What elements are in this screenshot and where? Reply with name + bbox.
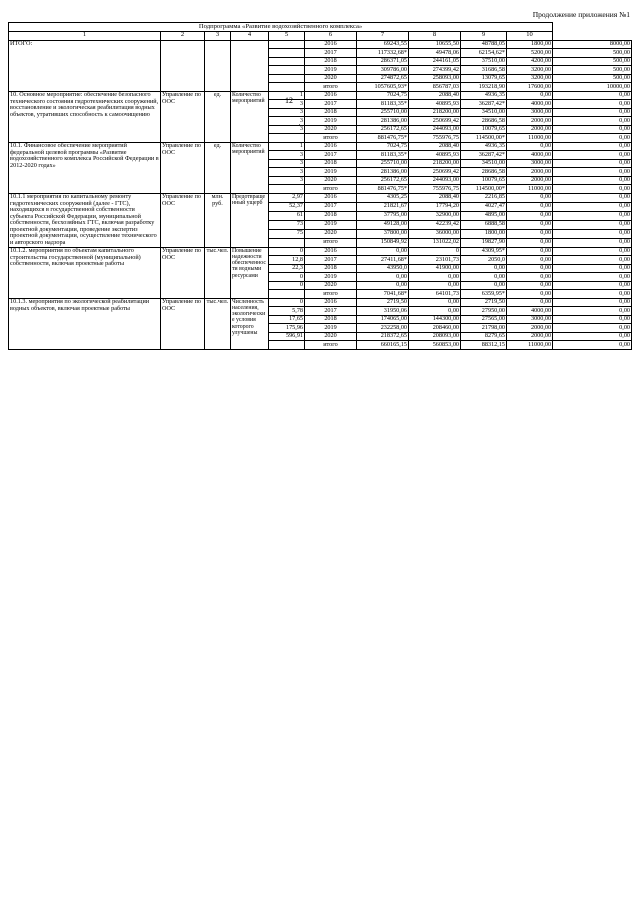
year-label: итого bbox=[305, 134, 357, 143]
total-funding: 117332,68* bbox=[357, 49, 409, 58]
extrabudget: 0,00 bbox=[553, 211, 632, 220]
local-budget: 0,00 bbox=[507, 281, 553, 290]
table-row bbox=[9, 193, 632, 202]
extrabudget: 0,00 bbox=[553, 134, 632, 143]
regional-budget: 62154,62* bbox=[461, 49, 507, 58]
extrabudget: 10000,00 bbox=[553, 83, 632, 92]
column-header-7: 7 bbox=[357, 31, 409, 40]
extrabudget: 0,00 bbox=[553, 100, 632, 109]
column-header-6: 6 bbox=[305, 31, 357, 40]
table-row bbox=[9, 247, 632, 256]
total-funding: 81183,35* bbox=[357, 100, 409, 109]
regional-budget: 0,00 bbox=[461, 273, 507, 282]
plan-value bbox=[269, 185, 305, 194]
table-row bbox=[9, 40, 632, 49]
federal-budget: 244161,05 bbox=[409, 57, 461, 66]
local-budget: 0,00 bbox=[507, 202, 553, 211]
year-label: 2020 bbox=[305, 125, 357, 134]
regional-budget: 34510,00 bbox=[461, 108, 507, 117]
measure-name: 10. Основное мероприятие: обеспечение безопасного технического состояния гидротехнических сооружений, восстановление и экологическая реабилитация водных объектов, утративших способность к самоочищению bbox=[9, 91, 161, 142]
local-budget: 0,00 bbox=[507, 298, 553, 307]
extrabudget: 0,00 bbox=[553, 290, 632, 299]
total-funding: 43950,0 bbox=[357, 264, 409, 273]
unit bbox=[205, 40, 231, 91]
year-label: 2020 bbox=[305, 229, 357, 238]
year-label: 2020 bbox=[305, 74, 357, 83]
local-budget: 0,00 bbox=[507, 238, 553, 247]
federal-budget: 244093,00 bbox=[409, 176, 461, 185]
total-funding: 1057605,93* bbox=[357, 83, 409, 92]
year-label: 2017 bbox=[305, 202, 357, 211]
year-label: 2019 bbox=[305, 273, 357, 282]
extrabudget: 0,00 bbox=[553, 332, 632, 341]
column-header-2: 2 bbox=[161, 31, 205, 40]
regional-budget: 4895,00 bbox=[461, 211, 507, 220]
total-funding: 4305,25 bbox=[357, 193, 409, 202]
plan-value: 17,65 bbox=[269, 315, 305, 324]
column-header-1: 1 bbox=[9, 31, 161, 40]
plan-value: 0 bbox=[269, 281, 305, 290]
total-funding: 37795,00 bbox=[357, 211, 409, 220]
total-funding: 37800,00 bbox=[357, 229, 409, 238]
local-budget: 3000,00 bbox=[507, 108, 553, 117]
local-budget: 0,00 bbox=[507, 211, 553, 220]
local-budget: 0,00 bbox=[507, 264, 553, 273]
total-funding: 218372,65 bbox=[357, 332, 409, 341]
regional-budget: 10079,65 bbox=[461, 125, 507, 134]
federal-budget: 64101,73 bbox=[409, 290, 461, 299]
year-label: 2020 bbox=[305, 281, 357, 290]
executor bbox=[161, 40, 205, 91]
plan-value: 3 bbox=[269, 159, 305, 168]
year-label: 2019 bbox=[305, 168, 357, 177]
regional-budget: 28686,58 bbox=[461, 168, 507, 177]
section-title: Подпрограмма «Развитие водохозяйственного комплекса» bbox=[9, 23, 553, 32]
executor: Управление по ООС bbox=[161, 91, 205, 142]
local-budget: 3200,00 bbox=[507, 74, 553, 83]
year-label: 2016 bbox=[305, 91, 357, 100]
regional-budget: 4936,35 bbox=[461, 142, 507, 151]
local-budget: 0,00 bbox=[507, 91, 553, 100]
federal-budget: 274399,42 bbox=[409, 66, 461, 75]
year-label: 2017 bbox=[305, 256, 357, 265]
regional-budget: 36287,42* bbox=[461, 100, 507, 109]
plan-value: 3 bbox=[269, 125, 305, 134]
regional-budget: 4027,47 bbox=[461, 202, 507, 211]
plan-value: 3 bbox=[269, 100, 305, 109]
executor: Управление по ООС bbox=[161, 142, 205, 193]
local-budget: 0,00 bbox=[507, 256, 553, 265]
federal-budget: 560853,00 bbox=[409, 341, 461, 350]
extrabudget: 0,00 bbox=[553, 315, 632, 324]
plan-value: 1 bbox=[269, 91, 305, 100]
federal-budget: 23101,73 bbox=[409, 256, 461, 265]
total-funding: 255710,00 bbox=[357, 159, 409, 168]
extrabudget: 0,00 bbox=[553, 341, 632, 350]
local-budget: 5200,00 bbox=[507, 49, 553, 58]
plan-value: 3 bbox=[269, 117, 305, 126]
regional-budget: 27565,00 bbox=[461, 315, 507, 324]
federal-budget: 0,00 bbox=[409, 273, 461, 282]
indicator: Предотвращенный ущерб bbox=[231, 193, 269, 247]
federal-budget: 250699,42 bbox=[409, 117, 461, 126]
table-body bbox=[9, 23, 632, 350]
total-funding: 0,00 bbox=[357, 247, 409, 256]
federal-budget: 0,00 bbox=[409, 281, 461, 290]
extrabudget: 500,00 bbox=[553, 74, 632, 83]
plan-value: 3 bbox=[269, 168, 305, 177]
federal-budget: 0,00 bbox=[409, 298, 461, 307]
federal-budget: 755976,75 bbox=[409, 185, 461, 194]
executor: Управление по ООС bbox=[161, 298, 205, 349]
local-budget: 4000,00 bbox=[507, 307, 553, 316]
year-label: 2017 bbox=[305, 49, 357, 58]
total-funding: 150849,92 bbox=[357, 238, 409, 247]
year-label: итого bbox=[305, 238, 357, 247]
year-label: 2018 bbox=[305, 264, 357, 273]
extrabudget: 500,00 bbox=[553, 49, 632, 58]
local-budget: 3000,00 bbox=[507, 315, 553, 324]
total-funding: 174065,00 bbox=[357, 315, 409, 324]
indicator: Численность населения, экологические условия которого улучшены bbox=[231, 298, 269, 349]
measure-name: 10.1.3. мероприятия по экологической реабилитации водных объектов, включая проектные работы bbox=[9, 298, 161, 349]
year-label: итого bbox=[305, 185, 357, 194]
plan-value: 12,8 bbox=[269, 256, 305, 265]
regional-budget: 10079,65 bbox=[461, 176, 507, 185]
federal-budget: 40895,93 bbox=[409, 151, 461, 160]
table-row bbox=[9, 298, 632, 307]
local-budget: 17600,00 bbox=[507, 83, 553, 92]
total-funding: 0,00 bbox=[357, 273, 409, 282]
plan-value bbox=[269, 74, 305, 83]
regional-budget: 193218,90 bbox=[461, 83, 507, 92]
local-budget: 11000,00 bbox=[507, 341, 553, 350]
federal-budget: 131022,02 bbox=[409, 238, 461, 247]
measure-name: 10.1.2. мероприятия по объектам капитального строительства государственной (муниципальной) собственности, включая проектные работы bbox=[9, 247, 161, 298]
year-label: 2017 bbox=[305, 151, 357, 160]
total-funding: 256172,65 bbox=[357, 176, 409, 185]
plan-value: 3 bbox=[269, 151, 305, 160]
extrabudget: 0,00 bbox=[553, 91, 632, 100]
total-funding: 256172,65 bbox=[357, 125, 409, 134]
extrabudget: 0,00 bbox=[553, 125, 632, 134]
extrabudget: 500,00 bbox=[553, 66, 632, 75]
year-label: 2016 bbox=[305, 298, 357, 307]
local-budget: 0,00 bbox=[507, 193, 553, 202]
extrabudget: 8000,00 bbox=[553, 40, 632, 49]
year-label: 2016 bbox=[305, 193, 357, 202]
extrabudget: 0,00 bbox=[553, 238, 632, 247]
extrabudget: 0,00 bbox=[553, 168, 632, 177]
federal-budget: 2088,40 bbox=[409, 193, 461, 202]
total-funding: 281386,00 bbox=[357, 168, 409, 177]
total-funding: 69243,55 bbox=[357, 40, 409, 49]
column-header-4: 4 bbox=[231, 31, 269, 40]
plan-value bbox=[269, 49, 305, 58]
indicator: Повышение надежности обеспеченности водными ресурсами bbox=[231, 247, 269, 298]
regional-budget: 4936,35 bbox=[461, 91, 507, 100]
local-budget: 1800,00 bbox=[507, 40, 553, 49]
total-funding: 31950,06 bbox=[357, 307, 409, 316]
table-row bbox=[9, 91, 632, 100]
plan-value: 61 bbox=[269, 211, 305, 220]
local-budget: 11000,00 bbox=[507, 185, 553, 194]
year-label: 2018 bbox=[305, 315, 357, 324]
regional-budget: 21798,00 bbox=[461, 324, 507, 333]
measure-name: ИТОГО: bbox=[9, 40, 161, 91]
year-label: итого bbox=[305, 341, 357, 350]
regional-budget: 6359,95* bbox=[461, 290, 507, 299]
local-budget: 3200,00 bbox=[507, 66, 553, 75]
local-budget: 0,00 bbox=[507, 247, 553, 256]
year-label: 2016 bbox=[305, 247, 357, 256]
plan-value: 2,97 bbox=[269, 193, 305, 202]
plan-value: 3 bbox=[269, 176, 305, 185]
regional-budget: 0,00 bbox=[461, 281, 507, 290]
regional-budget: 88312,15 bbox=[461, 341, 507, 350]
plan-value: 73 bbox=[269, 220, 305, 229]
plan-value bbox=[269, 290, 305, 299]
regional-budget: 2719,50 bbox=[461, 298, 507, 307]
local-budget: 4000,00 bbox=[507, 151, 553, 160]
regional-budget: 34510,00 bbox=[461, 159, 507, 168]
extrabudget: 0,00 bbox=[553, 229, 632, 238]
local-budget: 2000,00 bbox=[507, 324, 553, 333]
year-label: 2017 bbox=[305, 307, 357, 316]
unit: тыс.чел. bbox=[205, 247, 231, 298]
local-budget: 0,00 bbox=[507, 273, 553, 282]
total-funding: 660165,15 bbox=[357, 341, 409, 350]
regional-budget: 114500,00* bbox=[461, 185, 507, 194]
regional-budget: 31686,58 bbox=[461, 66, 507, 75]
plan-value bbox=[269, 66, 305, 75]
year-label: 2018 bbox=[305, 108, 357, 117]
total-funding: 274872,65 bbox=[357, 74, 409, 83]
federal-budget: 208093,00 bbox=[409, 332, 461, 341]
column-header-5: 5 bbox=[269, 31, 305, 40]
year-label: 2019 bbox=[305, 324, 357, 333]
year-label: 2018 bbox=[305, 159, 357, 168]
year-label: 2020 bbox=[305, 176, 357, 185]
plan-value: 5,78 bbox=[269, 307, 305, 316]
extrabudget: 0,00 bbox=[553, 220, 632, 229]
total-funding: 2719,50 bbox=[357, 298, 409, 307]
total-funding: 286371,05 bbox=[357, 57, 409, 66]
page-number: 12 bbox=[285, 96, 293, 105]
federal-budget: 208460,00 bbox=[409, 324, 461, 333]
plan-value: 52,37 bbox=[269, 202, 305, 211]
federal-budget: 42239,42 bbox=[409, 220, 461, 229]
regional-budget: 4309,95* bbox=[461, 247, 507, 256]
total-funding: 232258,00 bbox=[357, 324, 409, 333]
local-budget: 0,00 bbox=[507, 220, 553, 229]
regional-budget: 28686,58 bbox=[461, 117, 507, 126]
federal-budget: 0 bbox=[409, 247, 461, 256]
continuation-label: Продолжение приложения №1 bbox=[532, 10, 630, 19]
year-label: 2018 bbox=[305, 57, 357, 66]
executor: Управление по ООС bbox=[161, 247, 205, 298]
year-label: 2017 bbox=[305, 100, 357, 109]
federal-budget: 218200,00 bbox=[409, 159, 461, 168]
extrabudget: 0,00 bbox=[553, 298, 632, 307]
plan-value: 3 bbox=[269, 108, 305, 117]
extrabudget: 0,00 bbox=[553, 273, 632, 282]
federal-budget: 755976,75 bbox=[409, 134, 461, 143]
plan-value bbox=[269, 238, 305, 247]
local-budget: 2000,00 bbox=[507, 125, 553, 134]
extrabudget: 0,00 bbox=[553, 117, 632, 126]
federal-budget: 40895,93 bbox=[409, 100, 461, 109]
federal-budget: 856787,03 bbox=[409, 83, 461, 92]
plan-value: 596,91 bbox=[269, 332, 305, 341]
local-budget: 0,00 bbox=[507, 142, 553, 151]
regional-budget: 6888,58 bbox=[461, 220, 507, 229]
total-funding: 7024,75 bbox=[357, 142, 409, 151]
total-funding: 7024,75 bbox=[357, 91, 409, 100]
indicator bbox=[231, 40, 269, 91]
plan-value bbox=[269, 134, 305, 143]
extrabudget: 0,00 bbox=[553, 256, 632, 265]
local-budget: 2000,00 bbox=[507, 117, 553, 126]
federal-budget: 41900,00 bbox=[409, 264, 461, 273]
regional-budget: 36287,42* bbox=[461, 151, 507, 160]
regional-budget: 2050,0 bbox=[461, 256, 507, 265]
executor: Управление по ООС bbox=[161, 193, 205, 247]
year-label: 2019 bbox=[305, 66, 357, 75]
extrabudget: 500,00 bbox=[553, 57, 632, 66]
plan-value: 0 bbox=[269, 273, 305, 282]
extrabudget: 0,00 bbox=[553, 108, 632, 117]
regional-budget: 27950,00 bbox=[461, 307, 507, 316]
extrabudget: 0,00 bbox=[553, 307, 632, 316]
extrabudget: 0,00 bbox=[553, 281, 632, 290]
local-budget: 3000,00 bbox=[507, 159, 553, 168]
extrabudget: 0,00 bbox=[553, 176, 632, 185]
column-header-8: 8 bbox=[409, 31, 461, 40]
budget-table bbox=[8, 22, 632, 350]
total-funding: 255710,00 bbox=[357, 108, 409, 117]
federal-budget: 0,00 bbox=[409, 307, 461, 316]
local-budget: 4000,00 bbox=[507, 100, 553, 109]
page-mark: · bbox=[298, 120, 301, 130]
year-label: итого bbox=[305, 290, 357, 299]
year-label: 2018 bbox=[305, 211, 357, 220]
total-funding: 281386,00 bbox=[357, 117, 409, 126]
year-label: 2019 bbox=[305, 117, 357, 126]
federal-budget: 32900,00 bbox=[409, 211, 461, 220]
column-header-row bbox=[9, 31, 632, 40]
federal-budget: 2088,40 bbox=[409, 91, 461, 100]
total-funding: 309786,00 bbox=[357, 66, 409, 75]
unit: ед. bbox=[205, 142, 231, 193]
plan-value bbox=[269, 83, 305, 92]
measure-name: 10.1.1 мероприятия по капитальному ремонту гидротехнических сооружений (далее - ГТС), находящихся в государственной собственности субъекта Российской Федерации, муниципальной собственности, бесхозяйных ГТС, включая разработку проектной документации, проведение экспертиз проектной документации, осуществление технического и авторского надзора bbox=[9, 193, 161, 247]
regional-budget: 19827,90 bbox=[461, 238, 507, 247]
regional-budget: 8279,65 bbox=[461, 332, 507, 341]
regional-budget: 48788,05 bbox=[461, 40, 507, 49]
extrabudget: 0,00 bbox=[553, 247, 632, 256]
column-header-10: 10 bbox=[507, 31, 553, 40]
plan-value: 1 bbox=[269, 142, 305, 151]
year-label: 2019 bbox=[305, 220, 357, 229]
year-label: 2016 bbox=[305, 40, 357, 49]
local-budget: 2000,00 bbox=[507, 176, 553, 185]
plan-value bbox=[269, 40, 305, 49]
regional-budget: 13079,65 bbox=[461, 74, 507, 83]
unit: млн. руб. bbox=[205, 193, 231, 247]
plan-value: 22,3 bbox=[269, 264, 305, 273]
plan-value: 0 bbox=[269, 298, 305, 307]
unit: тыс.чел. bbox=[205, 298, 231, 349]
plan-value: 0 bbox=[269, 247, 305, 256]
total-funding: 7041,68* bbox=[357, 290, 409, 299]
extrabudget: 0,00 bbox=[553, 185, 632, 194]
measure-name: 10.1. Финансовое обеспечение мероприятий федеральной целевой программы «Развитие водохозяйственного комплекса Российской Федерации в 2012-2020 годах» bbox=[9, 142, 161, 193]
regional-budget: 2216,85 bbox=[461, 193, 507, 202]
total-funding: 881476,75* bbox=[357, 134, 409, 143]
column-header-9: 9 bbox=[461, 31, 507, 40]
federal-budget: 244093,00 bbox=[409, 125, 461, 134]
regional-budget: 114500,00* bbox=[461, 134, 507, 143]
local-budget: 2000,00 bbox=[507, 332, 553, 341]
plan-value bbox=[269, 341, 305, 350]
year-label: 2016 bbox=[305, 142, 357, 151]
federal-budget: 49478,06 bbox=[409, 49, 461, 58]
total-funding: 881476,75* bbox=[357, 185, 409, 194]
total-funding: 49128,00 bbox=[357, 220, 409, 229]
indicator: Количество мероприятий bbox=[231, 91, 269, 142]
extrabudget: 0,00 bbox=[553, 202, 632, 211]
plan-value: 75 bbox=[269, 229, 305, 238]
year-label: 2020 bbox=[305, 332, 357, 341]
extrabudget: 0,00 bbox=[553, 142, 632, 151]
local-budget: 0,00 bbox=[507, 229, 553, 238]
total-funding: 81183,35* bbox=[357, 151, 409, 160]
federal-budget: 258093,00 bbox=[409, 74, 461, 83]
column-header-3: 3 bbox=[205, 31, 231, 40]
extrabudget: 0,00 bbox=[553, 151, 632, 160]
local-budget: 11000,00 bbox=[507, 134, 553, 143]
plan-value: 175,96 bbox=[269, 324, 305, 333]
unit: ед. bbox=[205, 91, 231, 142]
extrabudget: 0,00 bbox=[553, 324, 632, 333]
federal-budget: 36000,00 bbox=[409, 229, 461, 238]
table-row bbox=[9, 142, 632, 151]
extrabudget: 0,00 bbox=[553, 159, 632, 168]
total-funding: 0,00 bbox=[357, 281, 409, 290]
total-funding: 27411,68* bbox=[357, 256, 409, 265]
regional-budget: 37510,00 bbox=[461, 57, 507, 66]
indicator: Количество мероприятий bbox=[231, 142, 269, 193]
local-budget: 4200,00 bbox=[507, 57, 553, 66]
local-budget: 0,00 bbox=[507, 290, 553, 299]
local-budget: 2000,00 bbox=[507, 168, 553, 177]
federal-budget: 17794,20 bbox=[409, 202, 461, 211]
federal-budget: 10655,50 bbox=[409, 40, 461, 49]
federal-budget: 218200,00 bbox=[409, 108, 461, 117]
federal-budget: 250699,42 bbox=[409, 168, 461, 177]
federal-budget: 2088,40 bbox=[409, 142, 461, 151]
regional-budget: 0,00 bbox=[461, 264, 507, 273]
year-label: итого bbox=[305, 83, 357, 92]
extrabudget: 0,00 bbox=[553, 264, 632, 273]
total-funding: 21821,67 bbox=[357, 202, 409, 211]
plan-value bbox=[269, 57, 305, 66]
regional-budget: 1800,00 bbox=[461, 229, 507, 238]
extrabudget: 0,00 bbox=[553, 193, 632, 202]
federal-budget: 144300,00 bbox=[409, 315, 461, 324]
